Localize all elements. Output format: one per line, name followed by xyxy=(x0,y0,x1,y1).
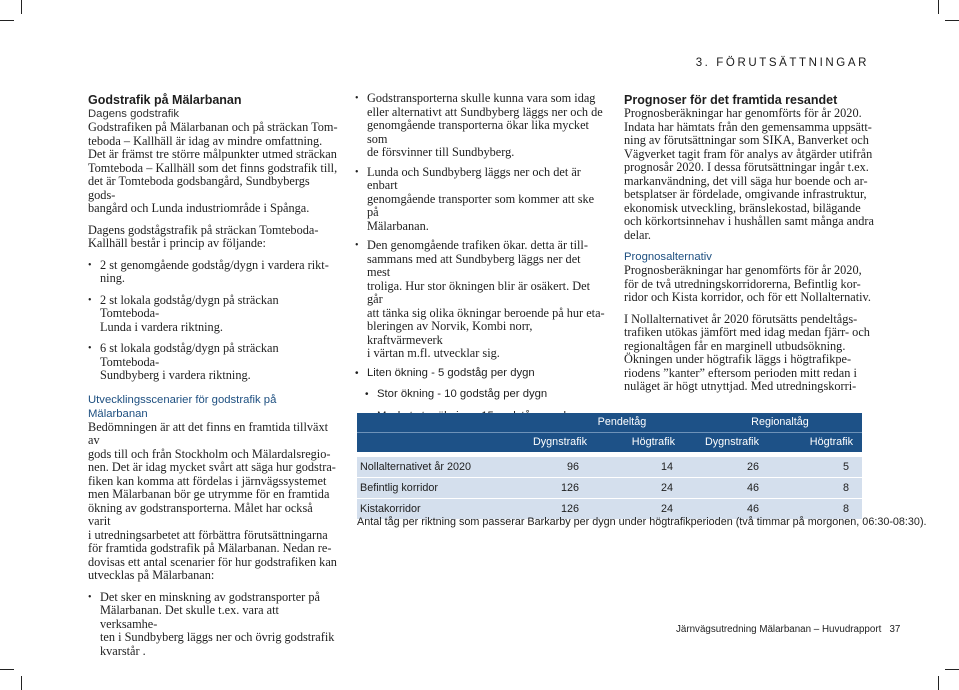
table-cell: 14 xyxy=(660,461,673,473)
subheading-dagens-godstrafik: Dagens godstrafik xyxy=(88,108,180,120)
crop-mark xyxy=(21,676,22,690)
list-item: • Lunda och Sundbyberg läggs ner och det är enbart genomgående transporter som kommer att ske på Mälarbanan. xyxy=(355,166,605,234)
header-hogtrafik: Högtrafik xyxy=(809,436,853,448)
list-item: • Liten ökning - 5 godståg per dygn xyxy=(355,367,605,381)
crop-mark xyxy=(945,20,959,21)
table-cell: 24 xyxy=(660,482,673,494)
header-dygnstrafik: Dygnstrafik xyxy=(532,436,587,448)
table-cell: 8 xyxy=(842,482,849,494)
list-item: • Godstransporterna skulle kunna vara som idag eller alternativt att Sundbyberg läggs ner och de genomgående transporterna ökar lika mycket som de försvinner till Sundbyberg. xyxy=(355,92,605,160)
row-label: Kistakorridor xyxy=(360,503,421,515)
table-cell: 126 xyxy=(560,482,579,494)
row-label: Befintlig korridor xyxy=(360,482,439,494)
list-item: • Den genomgående trafiken ökar. detta är till- sammans med att Sundbyberg läggs ner det mest troliga. Hur stor ökningen blir är osäkert. Det går att tänka sig olika ökningar beroende på hur eta- bleringen av Norvik, Kombi norr, kraftvärmeverk i värtan m.fl. utvecklar sig. xyxy=(355,239,605,361)
column-left xyxy=(88,93,338,658)
paragraph: I Nollalternativet år 2020 förutsätts pendeltågs- trafiken utökas jämfört med idag medan fjärr- och regionaltågen får en marginell utbudsökning. Ökningen under högtrafik läggs i högtrafikpe- riodens ”kanter” eftersom perioden mitt redan i nuläget är högt utnyttjad. Med utredningskorri- xyxy=(624,311,870,393)
crop-mark xyxy=(21,0,22,14)
row-label: Nollalternativet år 2020 xyxy=(360,461,472,473)
table-sub-header xyxy=(357,432,862,452)
table-cell: 8 xyxy=(842,503,849,515)
section-heading: 3. FÖRUTSÄTTNINGAR xyxy=(695,57,869,69)
paragraph: Bedömningen är att det finns en framtida tillväxt av gods till och från Stockholm och Mälardalsregio- nen. Det är idag mycket svårt att säga hur godstra- fiken kan komma att fördelas i järnvägssystemet men Mälarbanan bör ge utrymme för en framtida ökning av godstransporterna. Målet har också varit i utredningsarbetet att förbättra förutsättningarna för framtida godstrafik på Mälarbanan. Nedan re- dovisas ett antal scenarier för hur godstrafiken kan utvecklas på Mälarbanan: xyxy=(88,419,337,582)
table-row xyxy=(357,477,862,498)
paragraph: Prognosberäkningar har genomförts för år 2020. Indata har hämtats från den gemensamma uppsätt- ning av förutsättningar som SIKA, Banverket och Vägverket tagit fram för analys av åtgärder utifrån prognosår 2020. I dessa förutsättningar ingår t.ex. markanvändning, det vill säga hur boende och ar- betsplatser är fördelade, omgivande infrastruktur, ekonomisk utveckling, bränslekostad, bilägande och körkortsinnehav i hushållen samt många andra delar. xyxy=(624,106,874,242)
table-cell: 126 xyxy=(560,503,579,515)
crop-mark xyxy=(0,20,14,21)
crop-mark xyxy=(938,0,939,14)
paragraph: Godstrafiken på Mälarbanan och på sträckan Tom- teboda – Kallhäll är idag av mindre omfattning. Det är främst tre större målpunkter utmed sträckan Tomteboda – Kallhäll som det finns godstrafik till, det är Tomteboda godsbangård, Sundbybergs gods- bangård och Lunda industriområde i Spånga. xyxy=(88,120,338,215)
trains-table xyxy=(357,413,862,519)
header-pendeltag: Pendeltåg xyxy=(597,416,647,428)
list-item: • 6 st lokala godståg/dygn på sträckan Tomteboda- Sundbyberg i vardera riktning. xyxy=(88,342,338,383)
heading-godstrafik: Godstrafik på Mälarbanan xyxy=(88,93,242,107)
subheading-utvecklingsscenarier: Utvecklingsscenarier för godstrafik på Mälarbanan xyxy=(88,393,277,420)
crop-mark xyxy=(0,669,14,670)
table-caption: Antal tåg per riktning som passerar Barkarby per dygn under högtrafikperioden (två timmar på morgonen, 06:30-08:30). xyxy=(357,516,927,528)
crop-mark xyxy=(945,669,959,670)
list-item: • 2 st lokala godståg/dygn på sträckan Tomteboda- Lunda i vardera riktning. xyxy=(88,294,338,335)
column-middle xyxy=(355,92,605,423)
table-cell: 46 xyxy=(746,503,759,515)
paragraph: Prognosberäkningar har genomförts för år 2020, för de två utredningskorridorerna, Befintlig kor- ridor och Kista korridor, och för ett Nollalternativ. xyxy=(624,263,871,304)
heading-prognoser: Prognoser för det framtida resandet xyxy=(624,93,838,107)
subheading-prognosalternativ: Prognosalternativ xyxy=(624,251,712,263)
header-regionaltag: Regionaltåg xyxy=(751,416,809,428)
crop-mark xyxy=(938,676,939,690)
table-cell: 24 xyxy=(660,503,673,515)
table-cell: 5 xyxy=(842,461,849,473)
table-row xyxy=(357,456,862,477)
table-group-header xyxy=(357,413,862,432)
header-dygnstrafik: Dygnstrafik xyxy=(704,436,759,448)
paragraph: Dagens godstågstrafik på sträckan Tomteboda- Kallhäll består i princip av följande: xyxy=(88,222,319,250)
table-cell: 96 xyxy=(566,461,579,473)
list-item: • Stor ökning - 10 godståg per dygn xyxy=(365,388,605,402)
page-footer: Järnvägsutredning Mälarbanan – Huvudrapport 37 xyxy=(676,624,901,635)
list-item: • 2 st genomgående godståg/dygn i vardera rikt- ning. xyxy=(88,259,338,286)
header-hogtrafik: Högtrafik xyxy=(631,436,675,448)
table-cell: 26 xyxy=(746,461,759,473)
table-cell: 46 xyxy=(746,482,759,494)
list-item: • Det sker en minskning av godstransporter på Mälarbanan. Det skulle t.ex. vara att verksamhe- ten i Sundbyberg läggs ner och övrig godstrafik kvarstår . xyxy=(88,591,338,659)
column-right xyxy=(624,93,874,394)
